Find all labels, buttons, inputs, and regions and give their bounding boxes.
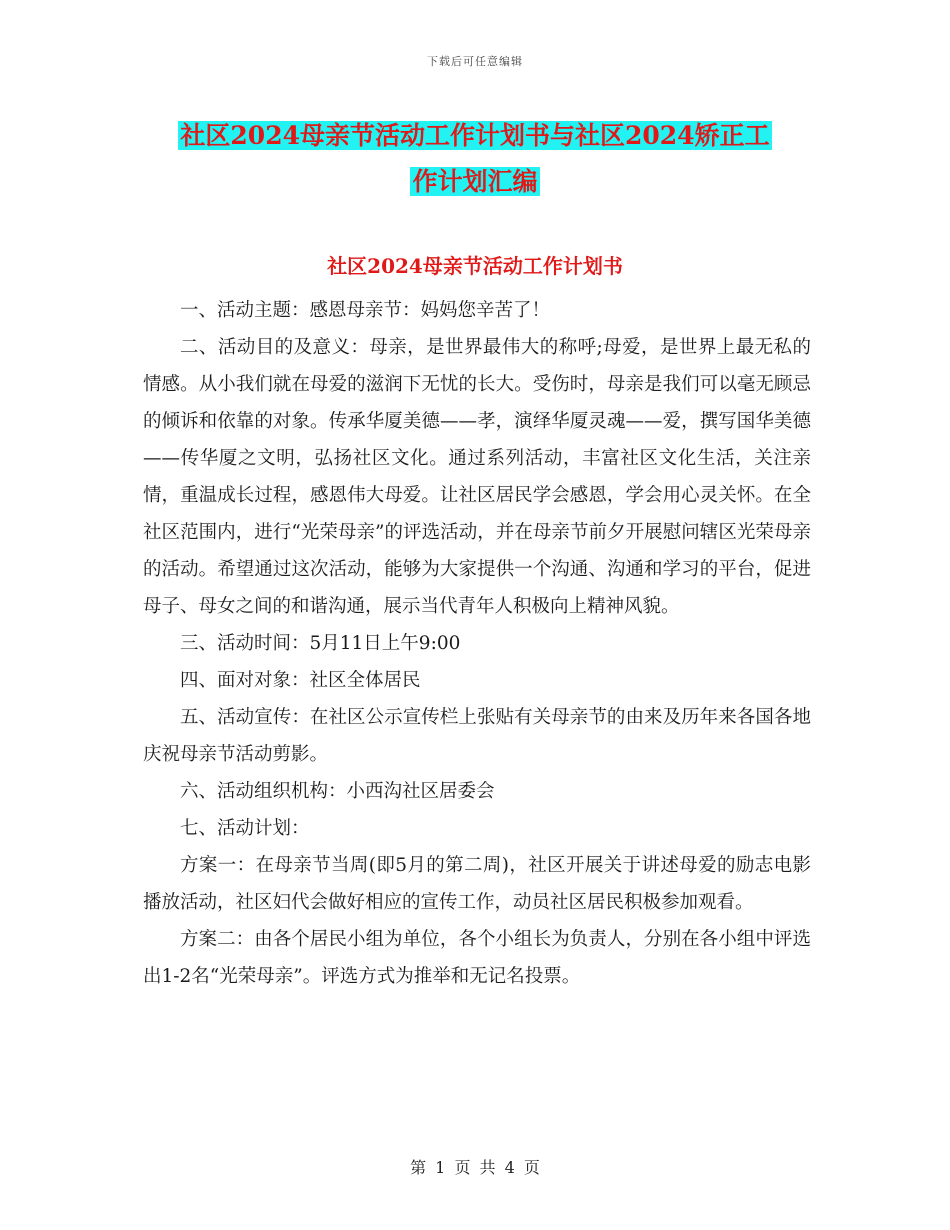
paragraph-plan-two: 方案二：由各个居民小组为单位，各个小组长为负责人，分别在各小组中评选出1-2名“光荣母亲”。评选方式为推举和无记名投票。 (143, 929, 811, 987)
title-line-1: 社区2024母亲节活动工作计划书与社区2024矫正工 (180, 121, 770, 150)
paragraph-plan-one: 方案一：在母亲节当周(即5月的第二周)，社区开展关于讲述母爱的励志电影播放活动，社区妇代会做好相应的宣传工作，动员社区居民积极参加观看。 (143, 855, 811, 913)
document-title (0, 113, 950, 205)
paragraph-purpose: 二、活动目的及意义：母亲，是世界最伟大的称呼;母爱，是世界上最无私的情感。从小我们就在母爱的滋润下无忧的长大。受伤时，母亲是我们可以毫无顾忌的倾诉和依靠的对象。传承华厦美德——孝，演绎华厦灵魂——爱，撰写国华美德——传华厦之文明，弘扬社区文化。通过系列活动，丰富社区文化生活，关注亲情，重温成长过程，感恩伟大母爱。让社区居民学会感恩，学会用心灵关怀。在全社区范围内，进行“光荣母亲”的评选活动，并在母亲节前夕开展慰问辖区光荣母亲的活动。希望通过这次活动，能够为大家提供一个沟通、沟通和学习的平台，促进母子、母女之间的和谐沟通，展示当代青年人积极向上精神风貌。 (143, 337, 811, 617)
title-line-2: 作计划汇编 (412, 167, 538, 196)
paragraph-plan: 七、活动计划： (180, 818, 310, 839)
page-footer: 第 1 页 共 4 页 (410, 1158, 540, 1177)
header-note: 下载后可任意编辑 (427, 55, 523, 68)
paragraph-theme: 一、活动主题：感恩母亲节：妈妈您辛苦了！ (180, 300, 551, 321)
paragraph-time: 三、活动时间：5月11日上午9:00 (180, 633, 461, 654)
section-title: 社区2024母亲节活动工作计划书 (327, 254, 623, 278)
document-body (143, 292, 811, 995)
paragraph-promotion: 五、活动宣传：在社区公示宣传栏上张贴有关母亲节的由来及历年来各国各地庆祝母亲节活动剪影。 (143, 707, 811, 765)
paragraph-organizer: 六、活动组织机构：小西沟社区居委会 (180, 781, 495, 802)
paragraph-audience: 四、面对对象：社区全体居民 (180, 670, 421, 691)
